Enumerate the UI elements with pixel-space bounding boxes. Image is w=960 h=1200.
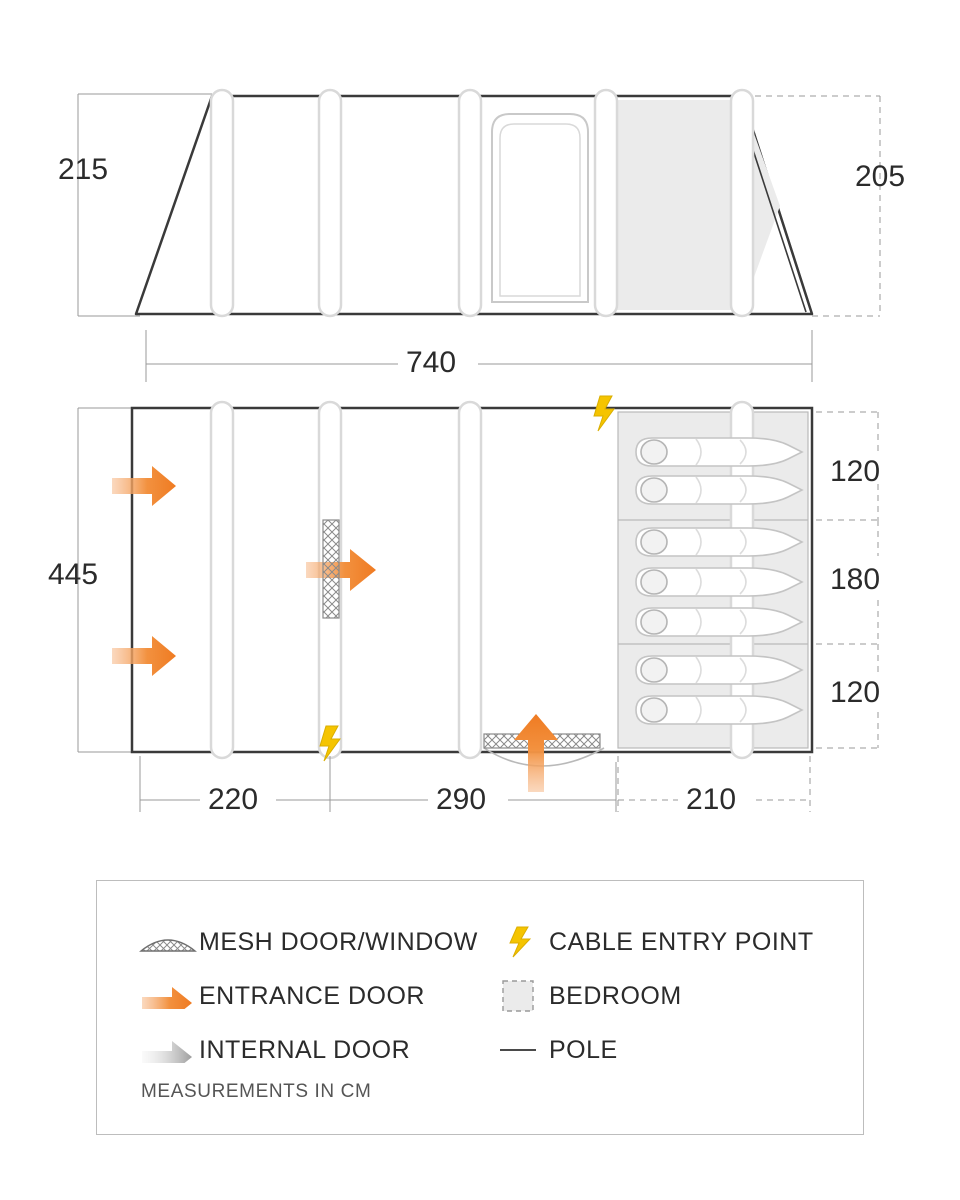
elevation-height-left-label: 215 <box>58 153 109 186</box>
bedroom-split-1-label: 120 <box>830 455 881 488</box>
segment-1-label: 220 <box>208 783 259 816</box>
overall-length-dimension <box>146 330 812 382</box>
segment-3-label: 210 <box>686 783 737 816</box>
segment-2-label: 290 <box>436 783 487 816</box>
elevation-height-right-label: 205 <box>855 160 906 193</box>
legend-item-mesh <box>137 925 487 959</box>
legend-label-bedroom: BEDROOM <box>549 981 682 1010</box>
legend-item-entrance <box>137 979 487 1013</box>
legend-label-pole: POLE <box>549 1035 618 1064</box>
mesh-door-window-icon <box>137 925 199 959</box>
bedroom-split-3-label: 120 <box>830 676 881 709</box>
bedroom-icon <box>487 979 549 1013</box>
legend-label-entrance: ENTRANCE DOOR <box>199 981 425 1010</box>
legend-item-cable <box>487 925 837 959</box>
bedroom-shade-elevation <box>614 100 742 310</box>
floorplan-group <box>78 396 880 812</box>
legend-item-bedroom <box>487 979 837 1013</box>
entrance-door-icon <box>137 979 199 1013</box>
pole-icon <box>487 1033 549 1067</box>
legend-item-internal <box>137 1033 487 1067</box>
legend-row <box>137 915 837 969</box>
legend-label-cable: CABLE ENTRY POINT <box>549 927 814 956</box>
internal-door-icon <box>137 1033 199 1067</box>
legend-panel <box>96 880 864 1135</box>
plan-width-label: 445 <box>48 558 99 591</box>
sleeping-positions <box>636 438 802 724</box>
elevation-group <box>78 90 880 316</box>
window-elevation <box>492 114 588 302</box>
measurements-note: MEASUREMENTS IN CM <box>141 1081 372 1102</box>
legend-row <box>137 1023 837 1077</box>
cable-entry-point-icon <box>487 925 549 959</box>
legend-label-internal: INTERNAL DOOR <box>199 1035 411 1064</box>
legend-item-pole <box>487 1033 837 1067</box>
legend-label-mesh: MESH DOOR/WINDOW <box>199 927 478 956</box>
legend-row <box>137 969 837 1023</box>
bedroom-split-2-label: 180 <box>830 563 881 596</box>
mesh-panel-internal <box>323 520 339 618</box>
legend-grid <box>137 915 837 1077</box>
overall-length-label: 740 <box>406 346 457 379</box>
